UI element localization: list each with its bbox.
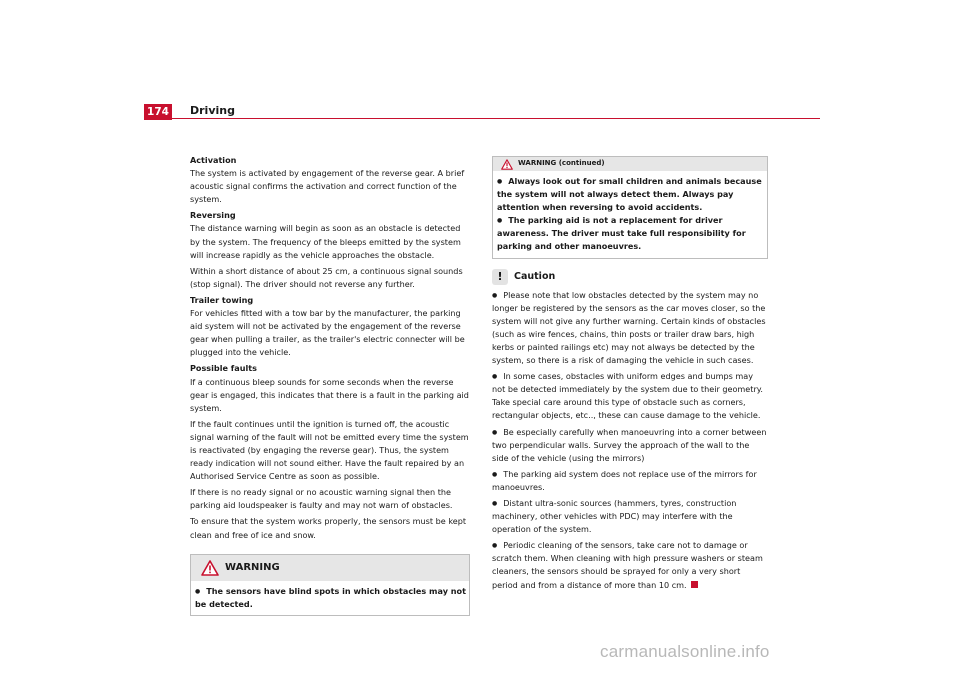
warning-item: ● The sensors have blind spots in which obstacles may not be detected. (195, 585, 467, 611)
section-heading: Trailer towing (190, 294, 254, 305)
caution-item: ● In some cases, obstacles with uniform edges and bumps may not be detected immediately by the system due to their geometry. Take special care around this type of obstacle such as corners, rectangular objects, etc.., these can cause damage to the vehicle. (492, 370, 768, 422)
section-heading: Activation (190, 155, 237, 165)
caution-item: ● Distant ultra-sonic sources (hammers, tyres, construction machinery, other vehicles with PDC) may interfere with the operation of the system. (492, 497, 768, 536)
warning-triangle-icon (501, 159, 513, 170)
warning-box-header (191, 555, 469, 581)
warning-item: ● The parking aid is not a replacement for driver awareness. The driver must take full responsibility for parking and other manoeuvres. (497, 214, 765, 253)
paragraph: If the fault continues until the ignition is turned off, the acoustic signal warning of the fault will not be emitted every time the system is reactivated (by engaging the reverse gear). Thus, the system ready indication will not sound either. Have the fault repaired by an Authorised Service Centre as soon as possible. (190, 418, 469, 482)
warning-continued-header (493, 157, 767, 171)
paragraph: To ensure that the system works properly, the sensors must be kept clean and free of ice and snow. (190, 516, 467, 540)
caution-item (492, 539, 768, 591)
paragraph: The system is activated by engagement of the reverse gear. A brief acoustic signal confirms the activation and correct function of the system. (190, 168, 465, 205)
warning-title: WARNING (225, 562, 280, 574)
paragraph: If a continuous bleep sounds for some seconds when the reverse gear is engaged, this indicates that there is a fault in the parking aid system. (190, 376, 469, 413)
warning-continued-body (493, 171, 767, 258)
header-divider (172, 118, 820, 119)
paragraph: Within a short distance of about 25 cm, a continuous signal sounds (stop signal). The driver should not reverse any further. (190, 265, 463, 289)
section-reversing (190, 209, 470, 291)
section-possible-faults (190, 362, 470, 541)
page-title: Driving (190, 104, 235, 117)
warning-box (190, 554, 470, 616)
right-column (492, 154, 768, 595)
caution-title: Caution (514, 271, 556, 283)
section-heading: Possible faults (190, 363, 257, 374)
warning-item: ● Always look out for small children and animals because the system will not always detect them. Always pay attention when reversing to avoid accidents. (497, 175, 765, 214)
warning-continued-box (492, 156, 768, 259)
section-trailer-towing (190, 294, 470, 359)
section-activation (190, 154, 470, 206)
warning-box-body (191, 581, 469, 615)
caution-list (492, 289, 768, 592)
page-number: 174 (144, 104, 172, 120)
left-column (190, 154, 470, 616)
caution-item-text: Periodic cleaning of the sensors, take care not to damage or scratch them. When cleaning with high pressure washers or steam cleaners, the sensors should be sprayed for only a very short period and from a distance of more than 10 cm. (492, 540, 763, 590)
section-heading: Reversing (190, 210, 236, 221)
caution-heading (492, 269, 768, 285)
end-square-icon (691, 581, 698, 588)
exclamation-icon: ! (492, 269, 508, 285)
paragraph: The distance warning will begin as soon as an obstacle is detected by the system. The frequency of the bleeps emitted by the system will increase rapidly as the vehicle approaches the obstacle. (190, 223, 461, 260)
warning-triangle-icon (201, 560, 219, 576)
caution-item: ● Be especially carefully when manoeuvring into a corner between two perpendicular walls. Survey the approach of the wall to the side of the vehicle (using the mirrors) (492, 426, 768, 465)
paragraph: If there is no ready signal or no acoustic warning signal then the parking aid loudspeaker is faulty and may not warn of obstacles. (190, 487, 453, 511)
caution-item: ● The parking aid system does not replace use of the mirrors for manoeuvres. (492, 468, 768, 494)
caution-item: ● Please note that low obstacles detected by the system may no longer be registered by the sensors as the car moves closer, so the system will not give any further warning. Certain kinds of obstacles (such as wire fences, chains, thin posts or trailer draw bars, high kerbs or painted railings etc) may not always be detected by the system, so there is a risk of damaging the vehicle in such cases. (492, 289, 768, 368)
watermark: carmanualsonline.info (600, 642, 770, 661)
warning-continued-title: WARNING (continued) (518, 159, 605, 168)
paragraph: For vehicles fitted with a tow bar by the manufacturer, the parking aid system will not be activated by the engagement of the reverse gear when pulling a trailer, as the trailer's electric connecter will be plugged into the vehicle. (190, 308, 465, 358)
